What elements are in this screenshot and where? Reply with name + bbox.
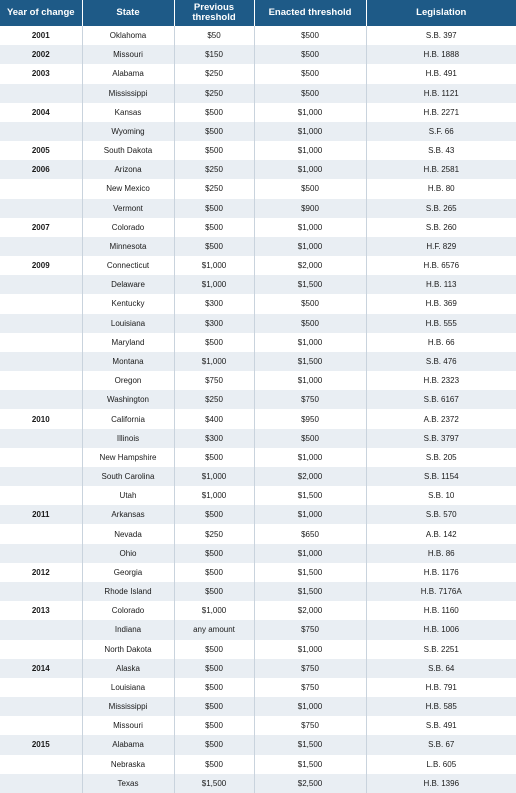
enacted-threshold-cell: $1,000: [254, 448, 366, 467]
enacted-threshold-cell: $1,000: [254, 103, 366, 122]
enacted-threshold-cell: $750: [254, 390, 366, 409]
year-cell: 2004: [0, 103, 82, 122]
state-cell: Arizona: [82, 160, 174, 179]
enacted-threshold-cell: $750: [254, 716, 366, 735]
table-row: [0, 563, 516, 582]
legislation-cell: S.B. 1154: [366, 467, 516, 486]
table-row: [0, 275, 516, 294]
state-cell: Missouri: [82, 716, 174, 735]
enacted-threshold-cell: $1,000: [254, 697, 366, 716]
column-header-year: Year of change: [0, 0, 82, 26]
previous-threshold-cell: $500: [174, 141, 254, 160]
previous-threshold-cell: $1,000: [174, 256, 254, 275]
previous-threshold-cell: $500: [174, 582, 254, 601]
year-cell: 2012: [0, 563, 82, 582]
legislation-cell: H.B. 113: [366, 275, 516, 294]
previous-threshold-cell: $1,000: [174, 467, 254, 486]
state-cell: Oklahoma: [82, 26, 174, 45]
table-row: [0, 45, 516, 64]
enacted-threshold-cell: $1,000: [254, 505, 366, 524]
previous-threshold-cell: $500: [174, 735, 254, 754]
legislation-cell: S.B. 265: [366, 199, 516, 218]
enacted-threshold-cell: $1,500: [254, 582, 366, 601]
year-cell: 2006: [0, 160, 82, 179]
legislation-cell: H.B. 2271: [366, 103, 516, 122]
year-cell: [0, 697, 82, 716]
table-row: [0, 218, 516, 237]
previous-threshold-cell: $250: [174, 84, 254, 103]
table-row: [0, 755, 516, 774]
legislation-cell: S.B. 491: [366, 716, 516, 735]
previous-threshold-cell: $500: [174, 659, 254, 678]
enacted-threshold-cell: $1,000: [254, 333, 366, 352]
legislation-cell: S.B. 2251: [366, 640, 516, 659]
year-cell: [0, 333, 82, 352]
previous-threshold-cell: $500: [174, 678, 254, 697]
enacted-threshold-cell: $1,000: [254, 218, 366, 237]
previous-threshold-cell: $1,000: [174, 275, 254, 294]
legislation-cell: H.B. 1160: [366, 601, 516, 620]
legislation-cell: S.B. 3797: [366, 429, 516, 448]
column-header-state: State: [82, 0, 174, 26]
previous-threshold-cell: $500: [174, 640, 254, 659]
table-row: [0, 26, 516, 45]
previous-threshold-cell: $300: [174, 314, 254, 333]
year-cell: [0, 275, 82, 294]
state-cell: Alaska: [82, 659, 174, 678]
state-cell: Montana: [82, 352, 174, 371]
year-cell: 2014: [0, 659, 82, 678]
year-cell: 2002: [0, 45, 82, 64]
previous-threshold-cell: $250: [174, 179, 254, 198]
year-cell: [0, 582, 82, 601]
previous-threshold-cell: $500: [174, 448, 254, 467]
state-cell: South Carolina: [82, 467, 174, 486]
table-row: [0, 122, 516, 141]
legislation-cell: S.B. 6167: [366, 390, 516, 409]
enacted-threshold-cell: $1,000: [254, 122, 366, 141]
enacted-threshold-cell: $1,500: [254, 755, 366, 774]
state-cell: Washington: [82, 390, 174, 409]
enacted-threshold-cell: $2,500: [254, 774, 366, 793]
previous-threshold-cell: $500: [174, 716, 254, 735]
legislation-cell: H.B. 66: [366, 333, 516, 352]
previous-threshold-cell: $150: [174, 45, 254, 64]
legislation-cell: H.B. 491: [366, 64, 516, 83]
year-cell: [0, 84, 82, 103]
legislation-cell: H.B. 1121: [366, 84, 516, 103]
table-row: [0, 774, 516, 793]
enacted-threshold-cell: $650: [254, 524, 366, 543]
previous-threshold-cell: $1,000: [174, 601, 254, 620]
previous-threshold-cell: $250: [174, 524, 254, 543]
year-cell: 2001: [0, 26, 82, 45]
header-row: [0, 0, 516, 26]
previous-threshold-cell: $300: [174, 429, 254, 448]
previous-threshold-cell: $500: [174, 755, 254, 774]
previous-threshold-cell: $500: [174, 333, 254, 352]
previous-threshold-cell: $750: [174, 371, 254, 390]
state-cell: Wyoming: [82, 122, 174, 141]
state-cell: Louisiana: [82, 314, 174, 333]
state-cell: Colorado: [82, 601, 174, 620]
previous-threshold-cell: $1,000: [174, 352, 254, 371]
state-cell: Delaware: [82, 275, 174, 294]
state-cell: Rhode Island: [82, 582, 174, 601]
legislation-cell: H.B. 1888: [366, 45, 516, 64]
enacted-threshold-cell: $750: [254, 678, 366, 697]
state-cell: New Hampshire: [82, 448, 174, 467]
table-row: [0, 179, 516, 198]
year-cell: [0, 390, 82, 409]
previous-threshold-cell: $500: [174, 103, 254, 122]
previous-threshold-cell: $500: [174, 218, 254, 237]
enacted-threshold-cell: $1,500: [254, 352, 366, 371]
table-row: [0, 103, 516, 122]
table-row: [0, 486, 516, 505]
year-cell: [0, 620, 82, 639]
enacted-threshold-cell: $1,500: [254, 275, 366, 294]
table-row: [0, 544, 516, 563]
previous-threshold-cell: $1,000: [174, 486, 254, 505]
table-row: [0, 160, 516, 179]
table-row: [0, 84, 516, 103]
state-cell: California: [82, 409, 174, 428]
legislation-cell: H.B. 585: [366, 697, 516, 716]
previous-threshold-cell: $250: [174, 64, 254, 83]
table-row: [0, 620, 516, 639]
enacted-threshold-cell: $1,500: [254, 735, 366, 754]
legislation-cell: S.B. 64: [366, 659, 516, 678]
table-row: [0, 524, 516, 543]
table-row: [0, 352, 516, 371]
table-row: [0, 678, 516, 697]
year-cell: 2007: [0, 218, 82, 237]
legislation-cell: H.B. 7176A: [366, 582, 516, 601]
previous-threshold-cell: $500: [174, 505, 254, 524]
table-row: [0, 697, 516, 716]
table-row: [0, 409, 516, 428]
year-cell: [0, 467, 82, 486]
legislation-cell: H.B. 1176: [366, 563, 516, 582]
legislation-cell: H.B. 369: [366, 294, 516, 313]
state-cell: New Mexico: [82, 179, 174, 198]
state-cell: Alabama: [82, 64, 174, 83]
previous-threshold-cell: any amount: [174, 620, 254, 639]
legislation-cell: H.B. 86: [366, 544, 516, 563]
legislation-cell: S.B. 10: [366, 486, 516, 505]
legislation-cell: S.B. 67: [366, 735, 516, 754]
state-cell: Kansas: [82, 103, 174, 122]
table-row: [0, 505, 516, 524]
year-cell: 2011: [0, 505, 82, 524]
enacted-threshold-cell: $1,000: [254, 160, 366, 179]
year-cell: [0, 371, 82, 390]
legislation-cell: A.B. 2372: [366, 409, 516, 428]
enacted-threshold-cell: $1,500: [254, 563, 366, 582]
legislation-cell: S.B. 43: [366, 141, 516, 160]
legislation-cell: S.F. 66: [366, 122, 516, 141]
previous-threshold-cell: $1,500: [174, 774, 254, 793]
enacted-threshold-cell: $500: [254, 26, 366, 45]
table-header: [0, 0, 516, 26]
year-cell: [0, 179, 82, 198]
previous-threshold-cell: $300: [174, 294, 254, 313]
year-cell: [0, 314, 82, 333]
enacted-threshold-cell: $2,000: [254, 601, 366, 620]
table-row: [0, 371, 516, 390]
table-row: [0, 659, 516, 678]
state-cell: Kentucky: [82, 294, 174, 313]
legislation-cell: H.B. 80: [366, 179, 516, 198]
table-row: [0, 429, 516, 448]
state-cell: Maryland: [82, 333, 174, 352]
table-row: [0, 333, 516, 352]
state-cell: Texas: [82, 774, 174, 793]
enacted-threshold-cell: $500: [254, 179, 366, 198]
enacted-threshold-cell: $750: [254, 659, 366, 678]
enacted-threshold-cell: $2,000: [254, 256, 366, 275]
previous-threshold-cell: $500: [174, 199, 254, 218]
previous-threshold-cell: $50: [174, 26, 254, 45]
year-cell: [0, 294, 82, 313]
legislation-cell: H.B. 1006: [366, 620, 516, 639]
table-row: [0, 199, 516, 218]
legislation-cell: L.B. 605: [366, 755, 516, 774]
year-cell: [0, 544, 82, 563]
table-row: [0, 448, 516, 467]
state-cell: Illinois: [82, 429, 174, 448]
previous-threshold-cell: $500: [174, 122, 254, 141]
year-cell: [0, 352, 82, 371]
previous-threshold-cell: $500: [174, 697, 254, 716]
year-cell: [0, 640, 82, 659]
enacted-threshold-cell: $950: [254, 409, 366, 428]
state-cell: Indiana: [82, 620, 174, 639]
legislation-cell: S.B. 476: [366, 352, 516, 371]
legislation-cell: S.B. 397: [366, 26, 516, 45]
legislation-cell: H.B. 1396: [366, 774, 516, 793]
table-row: [0, 141, 516, 160]
table-row: [0, 735, 516, 754]
year-cell: 2005: [0, 141, 82, 160]
state-cell: North Dakota: [82, 640, 174, 659]
state-cell: Mississippi: [82, 697, 174, 716]
enacted-threshold-cell: $1,000: [254, 640, 366, 659]
state-cell: Minnesota: [82, 237, 174, 256]
year-cell: [0, 755, 82, 774]
legislation-cell: H.B. 2581: [366, 160, 516, 179]
year-cell: [0, 237, 82, 256]
state-cell: Alabama: [82, 735, 174, 754]
enacted-threshold-cell: $500: [254, 64, 366, 83]
legislation-cell: H.B. 2323: [366, 371, 516, 390]
state-cell: Nevada: [82, 524, 174, 543]
enacted-threshold-cell: $500: [254, 45, 366, 64]
year-cell: [0, 486, 82, 505]
previous-threshold-cell: $500: [174, 237, 254, 256]
year-cell: [0, 678, 82, 697]
year-cell: [0, 199, 82, 218]
state-cell: Louisiana: [82, 678, 174, 697]
state-cell: Utah: [82, 486, 174, 505]
state-cell: Mississippi: [82, 84, 174, 103]
table-row: [0, 601, 516, 620]
enacted-threshold-cell: $2,000: [254, 467, 366, 486]
table-row: [0, 237, 516, 256]
legislation-cell: H.B. 791: [366, 678, 516, 697]
enacted-threshold-cell: $900: [254, 199, 366, 218]
table-row: [0, 640, 516, 659]
year-cell: 2010: [0, 409, 82, 428]
year-cell: 2003: [0, 64, 82, 83]
state-cell: Oregon: [82, 371, 174, 390]
column-header-previous-threshold: Previous threshold: [174, 0, 254, 26]
column-header-legislation: Legislation: [366, 0, 516, 26]
table-row: [0, 582, 516, 601]
table-row: [0, 64, 516, 83]
enacted-threshold-cell: $750: [254, 620, 366, 639]
state-cell: Arkansas: [82, 505, 174, 524]
enacted-threshold-cell: $500: [254, 314, 366, 333]
state-cell: Georgia: [82, 563, 174, 582]
year-cell: 2013: [0, 601, 82, 620]
enacted-threshold-cell: $1,500: [254, 486, 366, 505]
state-cell: Connecticut: [82, 256, 174, 275]
legislation-cell: S.B. 260: [366, 218, 516, 237]
enacted-threshold-cell: $1,000: [254, 237, 366, 256]
enacted-threshold-cell: $1,000: [254, 544, 366, 563]
state-cell: South Dakota: [82, 141, 174, 160]
previous-threshold-cell: $250: [174, 160, 254, 179]
previous-threshold-cell: $500: [174, 563, 254, 582]
state-cell: Colorado: [82, 218, 174, 237]
table-body: [0, 26, 516, 793]
table-row: [0, 467, 516, 486]
year-cell: [0, 774, 82, 793]
state-cell: Ohio: [82, 544, 174, 563]
previous-threshold-cell: $500: [174, 544, 254, 563]
legislation-cell: H.B. 555: [366, 314, 516, 333]
year-cell: [0, 448, 82, 467]
legislation-cell: S.B. 570: [366, 505, 516, 524]
table-row: [0, 294, 516, 313]
year-cell: [0, 429, 82, 448]
column-header-enacted-threshold: Enacted threshold: [254, 0, 366, 26]
enacted-threshold-cell: $1,000: [254, 371, 366, 390]
year-cell: [0, 716, 82, 735]
year-cell: 2009: [0, 256, 82, 275]
legislation-cell: H.B. 6576: [366, 256, 516, 275]
legislation-cell: A.B. 142: [366, 524, 516, 543]
enacted-threshold-cell: $1,000: [254, 141, 366, 160]
table-row: [0, 390, 516, 409]
table-row: [0, 256, 516, 275]
legislation-cell: S.B. 205: [366, 448, 516, 467]
year-cell: 2015: [0, 735, 82, 754]
previous-threshold-cell: $400: [174, 409, 254, 428]
table-row: [0, 716, 516, 735]
state-cell: Vermont: [82, 199, 174, 218]
state-cell: Missouri: [82, 45, 174, 64]
previous-threshold-cell: $250: [174, 390, 254, 409]
legislation-cell: H.F. 829: [366, 237, 516, 256]
enacted-threshold-cell: $500: [254, 294, 366, 313]
year-cell: [0, 524, 82, 543]
enacted-threshold-cell: $500: [254, 84, 366, 103]
enacted-threshold-cell: $500: [254, 429, 366, 448]
year-cell: [0, 122, 82, 141]
state-cell: Nebraska: [82, 755, 174, 774]
table-row: [0, 314, 516, 333]
